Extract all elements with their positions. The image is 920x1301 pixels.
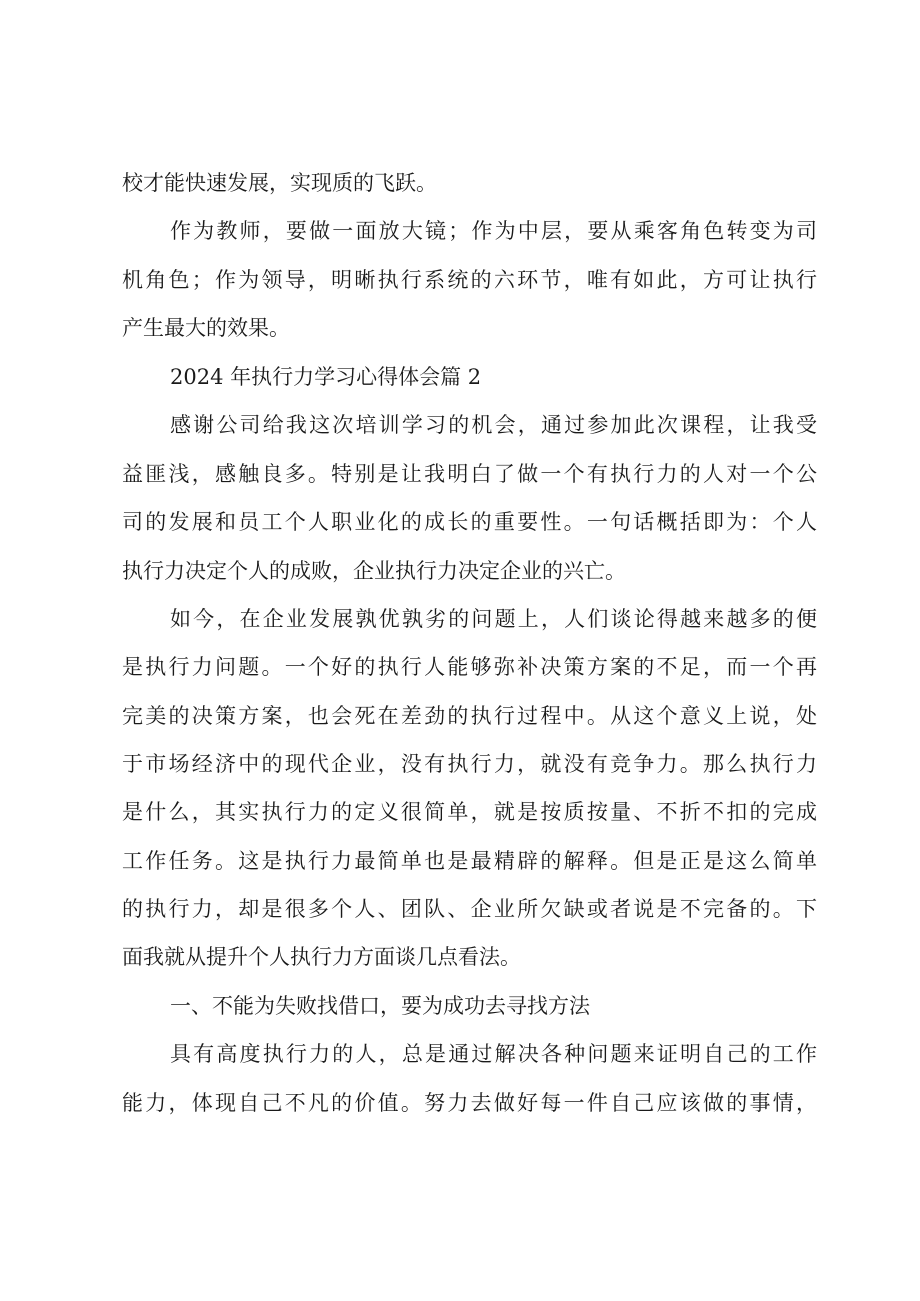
text-line: 益匪浅，感触良多。特别是让我明白了做一个有执行力的人对一个公	[122, 462, 817, 486]
section-heading: 一、不能为失败找借口，要为成功去寻找方法	[170, 994, 590, 1018]
text-line: 的执行力，却是很多个人、团队、企业所欠缺或者说是不完备的。下	[122, 897, 817, 921]
text-line: 具有高度执行力的人，总是通过解决各种问题来证明自己的工作	[170, 1042, 817, 1066]
text-line: 完美的决策方案，也会死在差劲的执行过程中。从这个意义上说，处	[122, 704, 817, 728]
text-line: 作为教师，要做一面放大镜；作为中层，要从乘客角色转变为司	[170, 219, 817, 243]
text-line: 司的发展和员工个人职业化的成长的重要性。一句话概括即为：个人	[122, 510, 817, 534]
text-line: 执行力决定个人的成败，企业执行力决定企业的兴亡。	[122, 559, 626, 583]
text-line: 感谢公司给我这次培训学习的机会，通过参加此次课程，让我受	[170, 413, 817, 437]
text-line: 工作任务。这是执行力最简单也是最精辟的解释。但是正是这么简单	[122, 849, 817, 873]
text-line: 如今，在企业发展孰优孰劣的问题上，人们谈论得越来越多的便	[170, 607, 817, 631]
text-line: 面我就从提升个人执行力方面谈几点看法。	[122, 945, 521, 969]
text-line: 校才能快速发展，实现质的飞跃。	[122, 171, 437, 195]
text-line: 是执行力问题。一个好的执行人能够弥补决策方案的不足，而一个再	[122, 655, 817, 679]
text-line: 是什么，其实执行力的定义很简单，就是按质按量、不折不扣的完成	[122, 800, 817, 824]
text-line: 产生最大的效果。	[122, 316, 290, 340]
section-heading: 2024 年执行力学习心得体会篇 2	[170, 365, 482, 389]
text-line: 机角色；作为领导，明晰执行系统的六环节，唯有如此，方可让执行	[122, 268, 817, 292]
text-line: 于市场经济中的现代企业，没有执行力，就没有竞争力。那么执行力	[122, 752, 817, 776]
text-line: 能力，体现自己不凡的价值。努力去做好每一件自己应该做的事情，	[122, 1091, 817, 1115]
